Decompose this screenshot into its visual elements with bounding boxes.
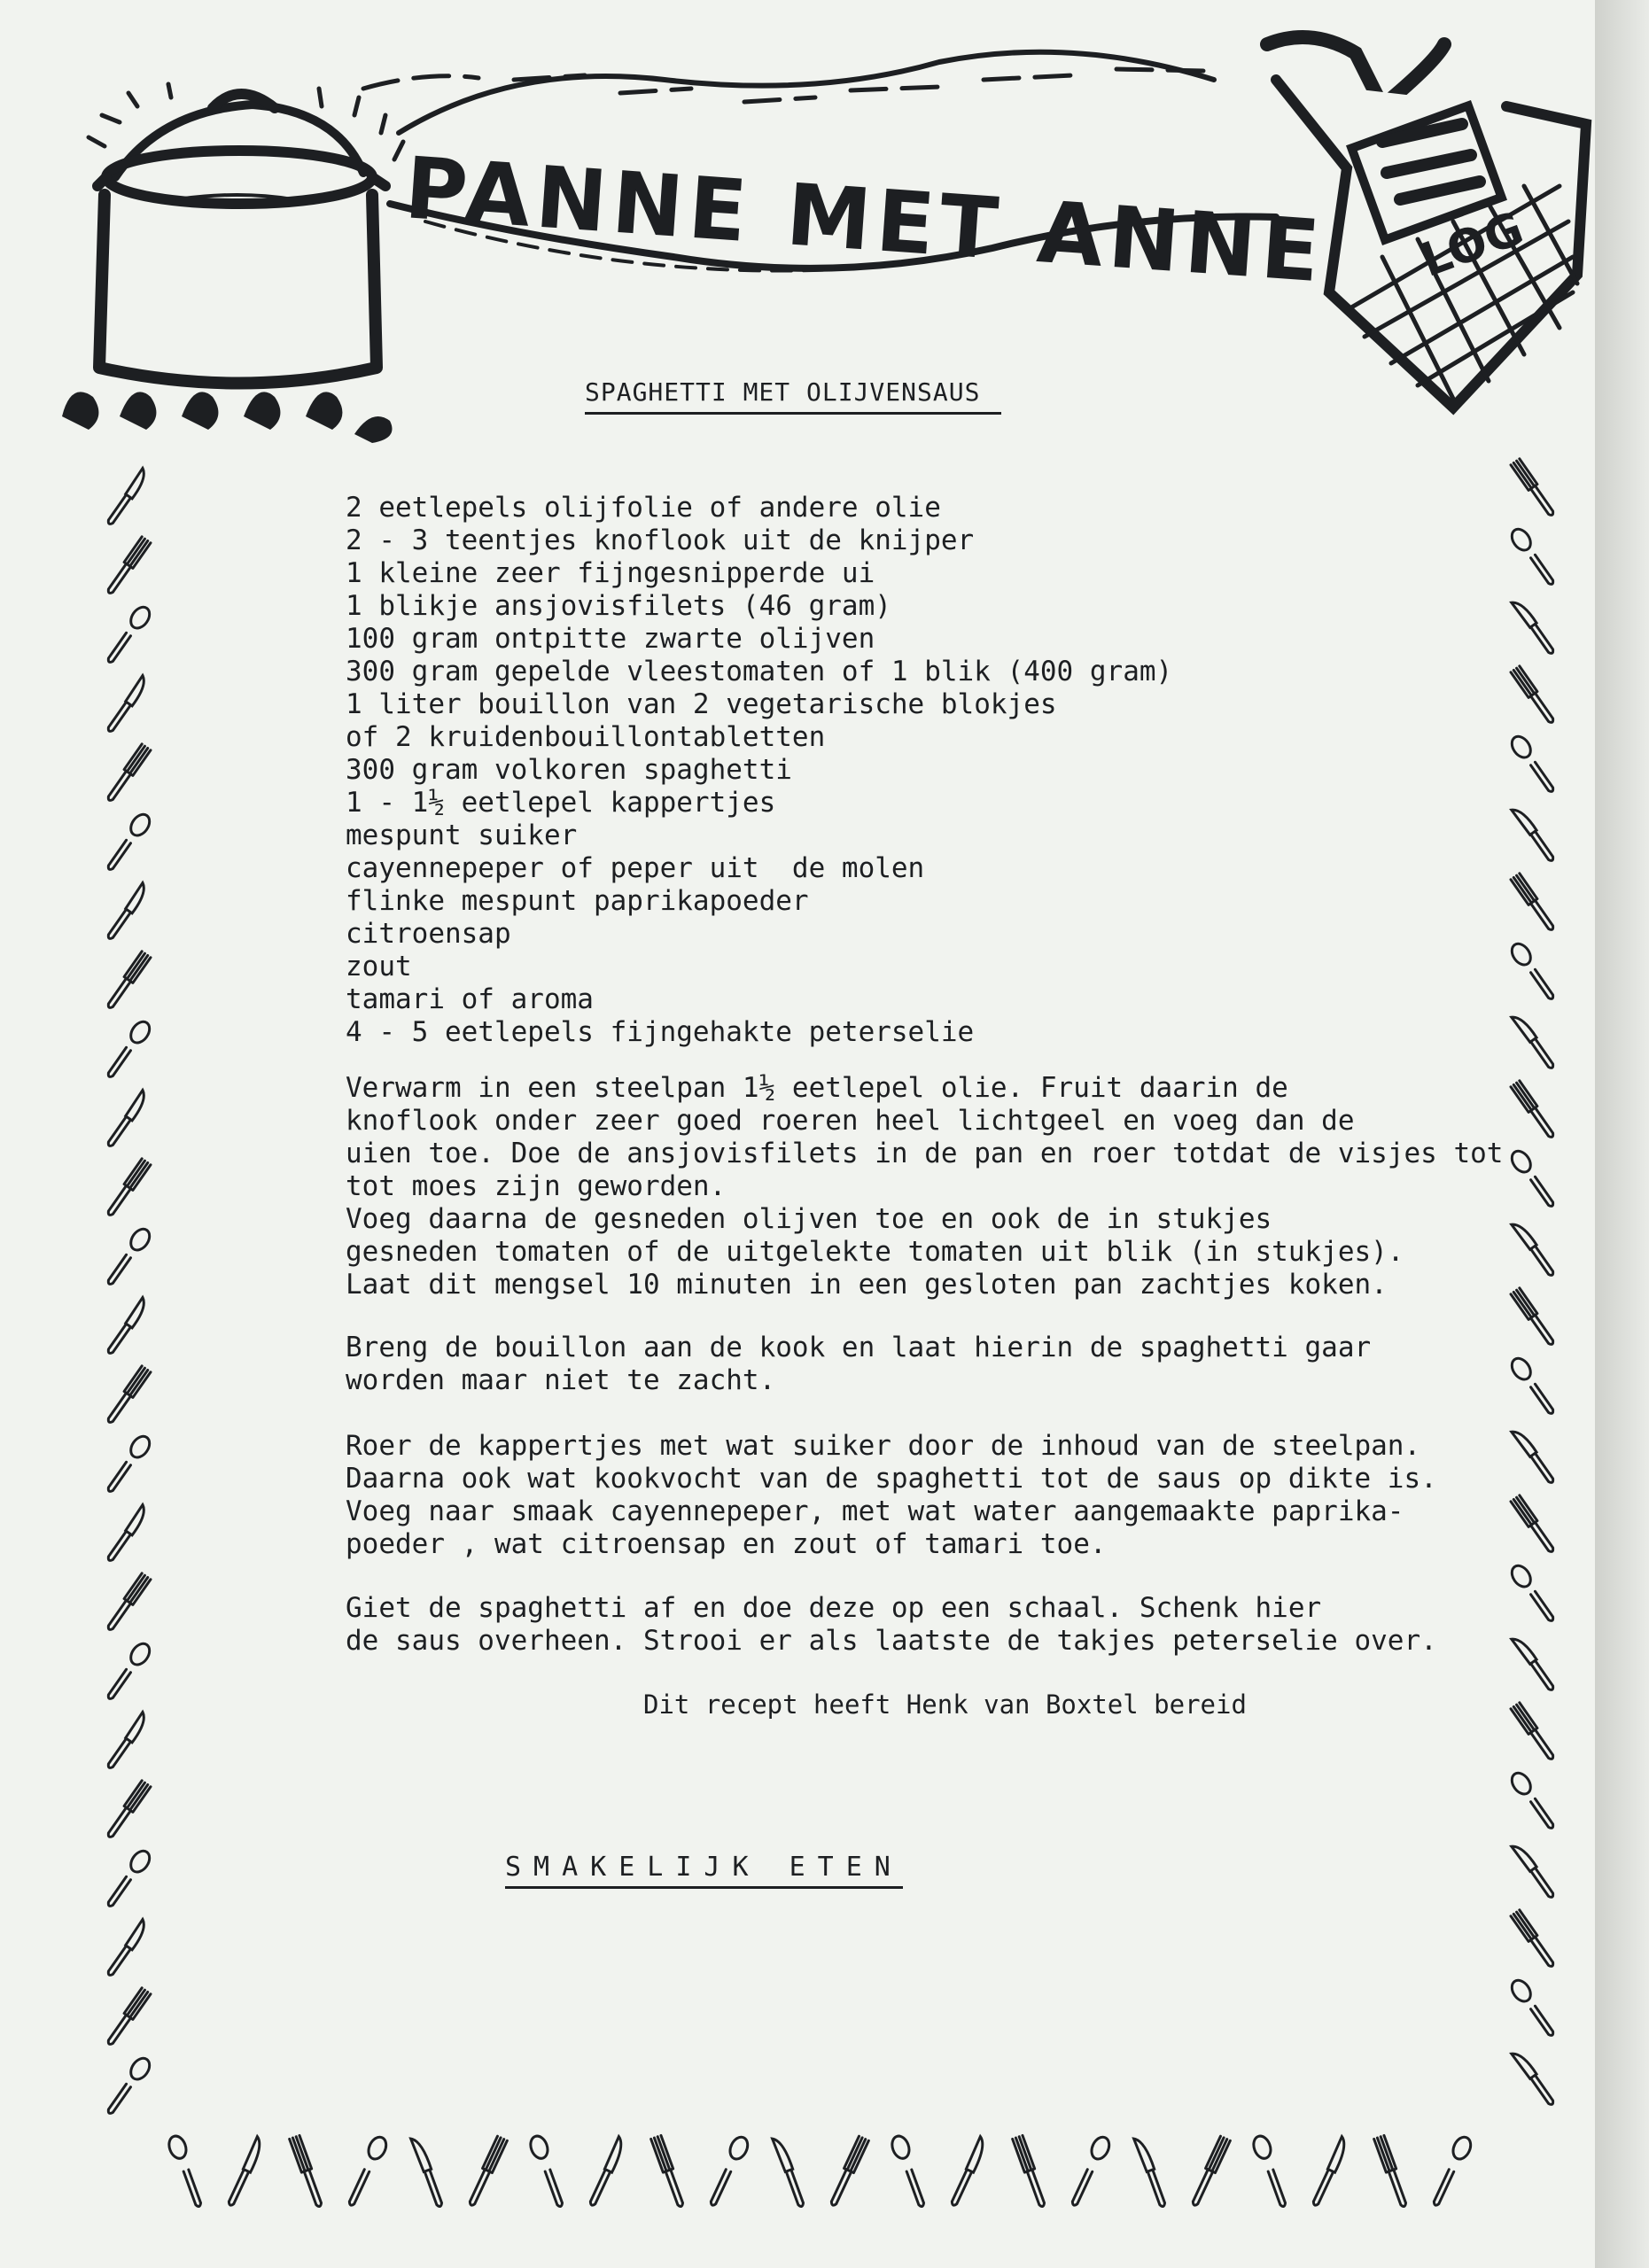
recipe-credit: Dit recept heeft Henk van Boxtel bereid — [643, 1689, 1247, 1720]
knife-icon — [1512, 597, 1556, 656]
instruction-paragraph-4: Giet de spaghetti af en doe deze op een schaal. Schenk hier de saus overheen. Strooi er als laatste de takjes peterselie over. — [346, 1592, 1437, 1657]
fork-icon — [105, 1988, 151, 2047]
fork-icon — [1511, 459, 1557, 518]
knife-icon — [1512, 1219, 1556, 1278]
spoon-icon — [103, 603, 153, 666]
knife-icon — [949, 2137, 988, 2207]
knife-icon — [1512, 1841, 1556, 1899]
ingredient-item: 1 kleine zeer fijngesnipperde ui — [346, 557, 875, 589]
knife-icon — [105, 1297, 150, 1355]
spoon-icon — [1508, 1769, 1559, 1832]
spoon-icon — [1508, 1562, 1559, 1625]
ingredient-item: 1 liter bouillon van 2 vegetarische blokjes — [346, 688, 1057, 720]
ingredient-item: citroensap — [346, 918, 511, 950]
page-edge — [1595, 0, 1649, 2268]
ingredient-item: flinke mespunt paprikapoeder — [346, 885, 809, 917]
spoon-icon — [103, 1640, 153, 1703]
ingredient-list — [346, 492, 1172, 1049]
spoon-icon — [1067, 2134, 1113, 2209]
burner-flames-icon — [62, 392, 393, 443]
fork-icon — [105, 951, 151, 1011]
fork-icon — [1189, 2136, 1230, 2207]
knife-icon — [587, 2137, 626, 2207]
spoon-icon — [103, 1847, 153, 1910]
knife-icon — [105, 468, 150, 526]
ingredient-item: tamari of aroma — [346, 983, 594, 1015]
ingredient-item: of 2 kruidenbouillontabletten — [346, 721, 826, 753]
knife-icon — [105, 1090, 150, 1148]
ingredient-item: cayennepeper of peper uit de molen — [346, 852, 925, 884]
fork-icon — [1511, 666, 1557, 726]
instruction-paragraph-3: Roer de kappertjes met wat suiker door de inhoud van de steelpan. Daarna ook wat kookvocht van de spaghetti tot de saus op dikte is. Voeg naar smaak cayennepeper, met wat water aangemaakte paprika- poeder , wat citroensap en zout of tamari toe. — [346, 1430, 1437, 1560]
cutlery-border-left — [62, 461, 204, 2197]
fork-icon — [290, 2135, 325, 2208]
spoon-icon — [103, 811, 153, 874]
spoon-icon — [1508, 733, 1559, 796]
fork-icon — [1511, 1081, 1557, 1140]
spoon-icon — [103, 1018, 153, 1081]
ingredient-item: 2 eetlepels olijfolie of andere olie — [346, 492, 941, 524]
fork-icon — [105, 1159, 151, 1218]
spoon-icon — [1508, 1147, 1559, 1210]
ingredient-item: mespunt suiker — [346, 819, 578, 851]
fork-icon — [105, 537, 151, 596]
fork-icon — [105, 1781, 151, 1840]
logo-text: PANNE MET ANNE — [401, 138, 1328, 302]
fork-icon — [1511, 1703, 1557, 1762]
closing-text: SMAKELIJK ETEN — [505, 1852, 903, 1889]
knife-icon — [1512, 1426, 1556, 1485]
fork-icon — [105, 1573, 151, 1633]
fork-icon — [651, 2135, 687, 2208]
knife-icon — [105, 1919, 150, 1977]
fork-icon — [105, 1366, 151, 1425]
knife-icon — [1512, 1012, 1556, 1070]
ingredient-item: 300 gram volkoren spaghetti — [346, 754, 792, 786]
spoon-icon — [344, 2134, 390, 2209]
spoon-icon — [103, 2054, 153, 2117]
banner-top-line — [399, 52, 1214, 133]
recipe-title: SPAGHETTI MET OLIJVENSAUS — [585, 377, 1001, 415]
knife-icon — [105, 1712, 150, 1770]
knife-icon — [1512, 1634, 1556, 1692]
knife-icon — [411, 2136, 445, 2208]
ingredient-item: 2 - 3 teentjes knoflook uit de knijper — [346, 524, 975, 556]
cutlery-border-bottom — [159, 2109, 1506, 2233]
spoon-icon — [103, 1225, 153, 1288]
spoon-icon — [167, 2133, 207, 2209]
knife-icon — [1311, 2137, 1350, 2207]
knife-icon — [1134, 2136, 1168, 2208]
cutlery-border-right — [1471, 452, 1595, 2188]
spoon-icon — [890, 2133, 930, 2209]
spoon-icon — [1508, 525, 1559, 588]
fork-icon — [1511, 1910, 1557, 1969]
fork-icon — [1374, 2135, 1410, 2208]
spoon-icon — [103, 1433, 153, 1495]
spoon-icon — [1251, 2133, 1292, 2209]
ingredient-item: 4 - 5 eetlepels fijngehakte peterselie — [346, 1016, 975, 1048]
fork-icon — [105, 744, 151, 804]
ingredient-item: 1 - 1½ eetlepel kappertjes — [346, 787, 776, 819]
knife-icon — [226, 2137, 265, 2207]
pot-icon — [115, 105, 363, 177]
knife-icon — [1512, 2048, 1556, 2107]
ingredient-item: 100 gram ontpitte zwarte olijven — [346, 623, 875, 655]
ingredient-item: zout — [346, 951, 412, 983]
instruction-paragraph-2: Breng de bouillon aan de kook en laat hierin de spaghetti gaar worden maar niet te zacht. — [346, 1332, 1372, 1396]
spoon-icon — [705, 2134, 751, 2209]
spoon-icon — [1428, 2134, 1474, 2209]
fork-icon — [1511, 1288, 1557, 1348]
fork-icon — [1013, 2135, 1048, 2208]
knife-icon — [1512, 804, 1556, 863]
fork-icon — [1511, 874, 1557, 933]
fork-icon — [466, 2136, 507, 2207]
apron-badge-text: LOG — [1413, 202, 1531, 288]
fork-icon — [1511, 1495, 1557, 1555]
knife-icon — [105, 882, 150, 941]
ingredient-item: 1 blikje ansjovisfilets (46 gram) — [346, 590, 891, 622]
spoon-icon — [1508, 1977, 1559, 2039]
knife-icon — [773, 2136, 806, 2208]
spoon-icon — [1508, 940, 1559, 1003]
fork-icon — [828, 2136, 868, 2207]
knife-icon — [105, 1504, 150, 1563]
spoon-icon — [1508, 1355, 1559, 1418]
knife-icon — [105, 675, 150, 734]
instruction-paragraph-1: Verwarm in een steelpan 1½ eetlepel olie. Fruit daarin de knoflook onder zeer goed roeren heel lichtgeel en voeg dan de uien toe. Doe de ansjovisfilets in de pan en roer totdat de visjes tot tot moes zijn geworden. Voeg daarna de gesneden olijven toe en ook de in stukjes gesneden tomaten of de uitgelekte tomaten uit blik (in stukjes). Laat dit mengsel 10 minuten in een gesloten pan zachtjes koken. — [346, 1072, 1504, 1301]
spoon-icon — [528, 2133, 569, 2209]
ingredient-item: 300 gram gepelde vleestomaten of 1 blik (400 gram) — [346, 656, 1173, 687]
